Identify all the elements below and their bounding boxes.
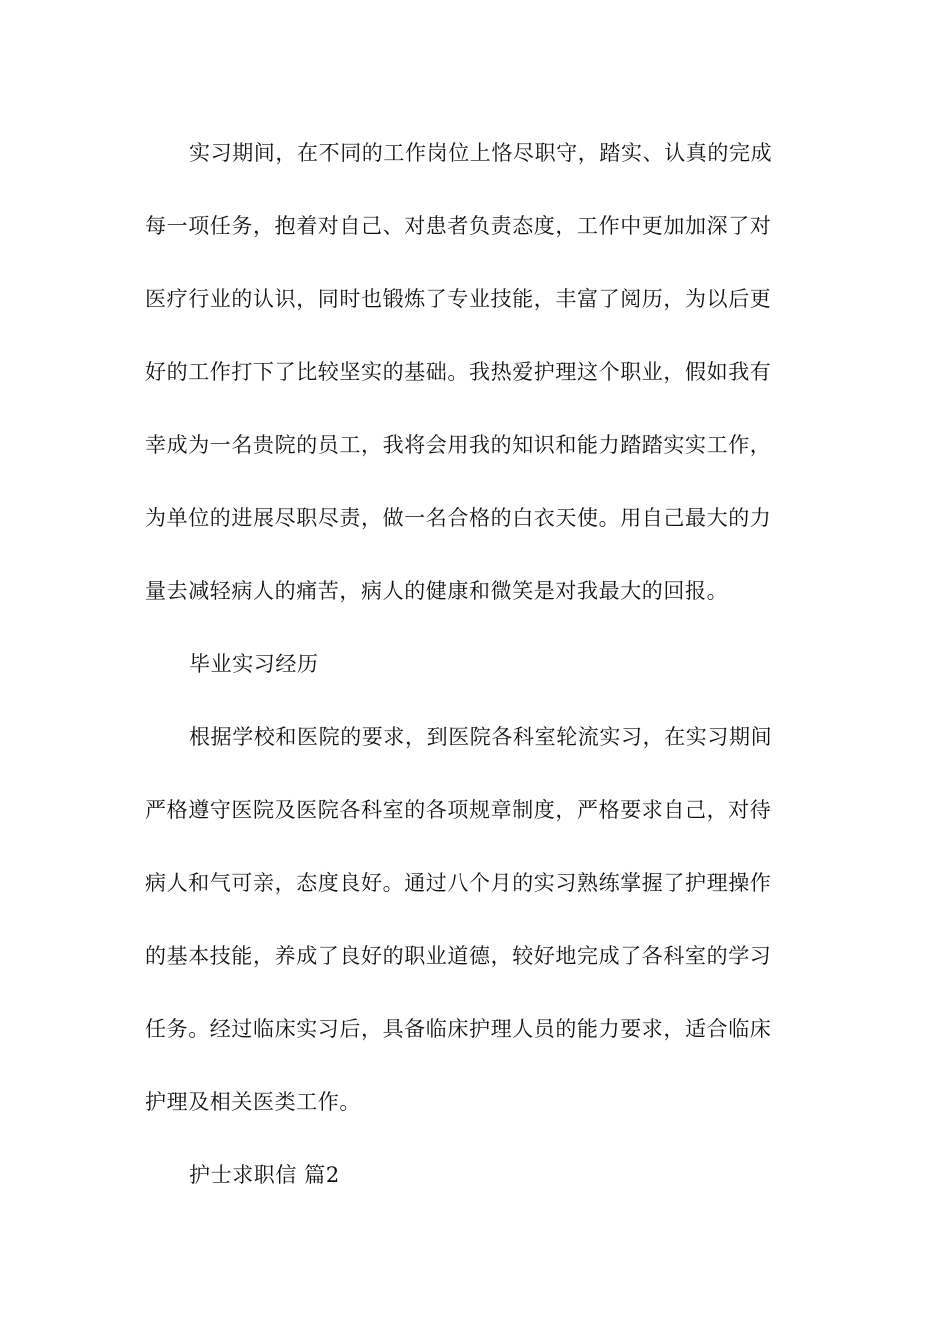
paragraph-line: 好的工作打下了比较坚实的基础。我热爱护理这个职业，假如我有 [145, 360, 772, 384]
paragraph-line: 的基本技能，养成了良好的职业道德，较好地完成了各科室的学习 [145, 944, 772, 968]
section-heading: 护士求职信 篇2 [189, 1163, 340, 1187]
paragraph-line: 实习期间，在不同的工作岗位上恪尽职守，踏实、认真的完成 [189, 141, 773, 165]
paragraph-line: 病人和气可亲，态度良好。通过八个月的实习熟练掌握了护理操作 [145, 871, 772, 895]
paragraph-line: 严格遵守医院及医院各科室的各项规章制度，严格要求自己，对待 [145, 798, 772, 822]
paragraph-line: 根据学校和医院的要求，到医院各科室轮流实习，在实习期间 [189, 725, 773, 749]
section-heading: 毕业实习经历 [189, 652, 319, 676]
paragraph-line: 医疗行业的认识，同时也锻炼了专业技能，丰富了阅历，为以后更 [145, 287, 772, 311]
paragraph-line: 为单位的进展尽职尽责，做一名合格的白衣天使。用自己最大的力 [145, 506, 772, 530]
paragraph-line: 量去减轻病人的痛苦，病人的健康和微笑是对我最大的回报。 [145, 579, 729, 603]
paragraph-line: 护理及相关医类工作。 [145, 1090, 361, 1114]
paragraph-line: 每一项任务，抱着对自己、对患者负责态度，工作中更加加深了对 [145, 214, 772, 238]
paragraph-line: 幸成为一名贵院的员工，我将会用我的知识和能力踏踏实实工作， [145, 433, 772, 457]
paragraph-line: 任务。经过临床实习后，具备临床护理人员的能力要求，适合临床 [145, 1017, 772, 1041]
